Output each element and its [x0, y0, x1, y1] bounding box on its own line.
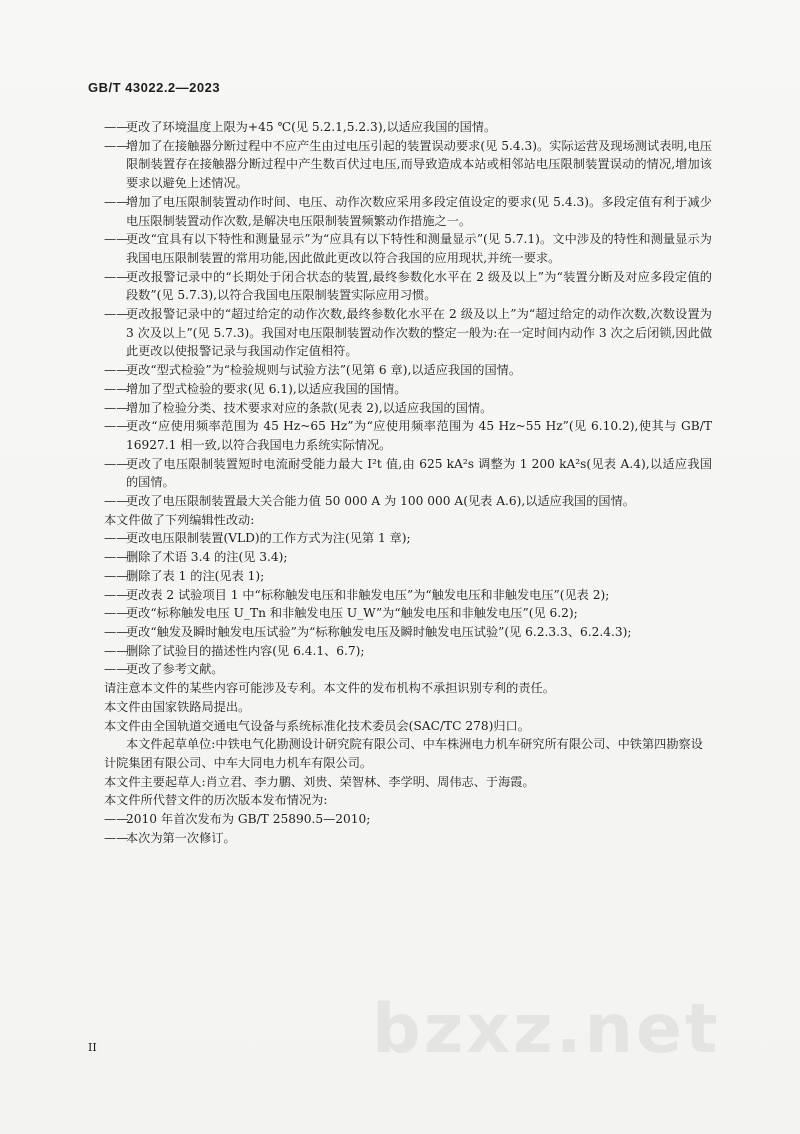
dash-list-item	[104, 529, 712, 548]
dash-list-item	[104, 230, 712, 267]
dash-list-item	[104, 623, 712, 642]
dash-marker: ——	[104, 587, 129, 602]
dash-marker: ——	[104, 232, 129, 247]
dash-item-text: 增加了在接触器分断过程中不应产生由过电压引起的装置误动要求(见 5.4.3)。实际运营及现场测试表明,电压限制装置存在接触器分断过程中产生数百伏过电压,而导致造成本站或相邻站电压限制装置误动的情况,增加该要求以避免上述情况。	[126, 138, 712, 191]
dash-item-text: 本次为第一次修订。	[126, 830, 236, 845]
dash-marker: ——	[104, 269, 129, 284]
dash-item-text: 更改“宜具有以下特性和测量显示”为“应具有以下特性和测量显示”(见 5.7.1)。文中涉及的特性和测量显示为我国电压限制装置的常用功能,因此做此更改以符合我国的应用现状,并统一要求。	[126, 232, 712, 265]
dash-list-item	[104, 193, 712, 230]
paragraph: 请注意本文件的某些内容可能涉及专利。本文件的发布机构不承担识别专利的责任。	[104, 681, 555, 696]
paragraph: 本文件做了下列编辑性改动:	[104, 512, 255, 527]
paragraph: 本文件起草单位:中铁电气化勘测设计研究院有限公司、中车株洲电力机车研究所有限公司、中铁第四勘察设计院集团有限公司、中车大同电力机车有限公司。	[104, 737, 703, 770]
dash-item-text: 更改“触发及瞬时触发电压试验”为“标称触发电压及瞬时触发电压试验”(见 6.2.3.3、6.2.4.3);	[126, 624, 632, 639]
dash-marker: ——	[104, 643, 129, 658]
dash-marker: ——	[104, 120, 129, 134]
paragraph: 本文件主要起草人:肖立君、李力鹏、刘贵、荣智林、李学明、周伟志、于海霞。	[104, 774, 535, 789]
dash-marker: ——	[104, 419, 129, 434]
dash-marker: ——	[104, 194, 129, 209]
dash-item-text: 更改表 2 试验项目 1 中“标称触发电压和非触发电压”为“触发电压和非触发电压”(见表 2);	[126, 587, 610, 602]
dash-item-text: 删除了术语 3.4 的注(见 3.4);	[126, 550, 288, 565]
dash-item-text: 更改电压限制装置(VLD)的工作方式为注(见第 1 章);	[126, 531, 411, 546]
dash-marker: ——	[104, 531, 129, 546]
dash-list-item	[104, 361, 712, 380]
dash-item-text: 增加了检验分类、技术要求对应的条款(见表 2),以适应我国的国情。	[126, 400, 493, 415]
dash-item-text: 2010 年首次发布为 GB/T 25890.5—2010;	[126, 812, 371, 827]
dash-marker: ——	[104, 568, 129, 583]
dash-marker: ——	[104, 381, 129, 396]
dash-item-text: 更改报警记录中的“超过给定的动作次数,最终参数化水平在 2 级及以上”为“超过给定的动作次数,次数设置为 3 次及以上”(见 5.7.3)。我国对电压限制装置动作次数的整定一般为:在一定时间内动作 3 次之后闭锁,因此做此更改以使报警记录与我国动作定值相符。	[126, 307, 713, 359]
document-id-header: GB/T 43022.2—2023	[88, 80, 221, 95]
dash-item-text: 更改了参考文献。	[126, 662, 224, 677]
site-watermark: bzxz.net	[372, 990, 721, 1069]
paragraph: 本文件由国家铁路局提出。	[104, 699, 251, 714]
dash-item-text: 更改报警记录中的“长期处于闭合状态的装置,最终参数化水平在 2 级及以上”为“装置分断及对应多段定值的段数”(见 5.7.3),以符合我国电压限制装置实际应用习惯。	[126, 269, 712, 303]
dash-marker: ——	[104, 812, 129, 827]
dash-marker: ——	[104, 400, 129, 415]
dash-item-text: 增加了型式检验的要求(见 6.1),以适应我国的国情。	[126, 381, 407, 396]
dash-marker: ——	[104, 606, 129, 621]
dash-list-item	[104, 548, 712, 567]
dash-item-text: 删除了试验目的描述性内容(见 6.4.1、6.7);	[126, 643, 365, 658]
dash-list-item	[104, 380, 712, 399]
dash-list-item	[104, 604, 712, 623]
dash-item-text: 增加了电压限制装置动作时间、电压、动作次数应采用多段定值设定的要求(见 5.4.3)。多段定值有利于减少电压限制装置动作次数,是解决电压限制装置频繁动作措施之一。	[126, 194, 712, 228]
dash-marker: ——	[104, 363, 129, 378]
dash-list-item	[104, 417, 712, 454]
dash-marker: ——	[104, 307, 129, 322]
dash-marker: ——	[104, 456, 129, 471]
dash-list-item	[104, 492, 712, 511]
dash-list-item	[104, 660, 712, 679]
dash-list-item	[104, 137, 712, 193]
paragraph: 本文件由全国轨道交通电气设备与系统标准化技术委员会(SAC/TC 278)归口。	[104, 718, 530, 733]
dash-item-text: 更改“型式检验”为“检验规则与试验方法”(见第 6 章),以适应我国的国情。	[126, 363, 522, 378]
page-number: II	[88, 1041, 97, 1054]
dash-item-text: 更改“应使用频率范围为 45 Hz~65 Hz”为“应使用频率范围为 45 Hz~55 Hz”(见 6.10.2),使其与 GB/T 16927.1 相一致,以符合我国电力系统实际情况。	[126, 419, 712, 452]
document-body	[104, 118, 712, 847]
dash-list-item	[104, 829, 712, 848]
dash-marker: ——	[104, 624, 129, 639]
dash-list-item	[104, 305, 712, 361]
dash-list-item	[104, 399, 712, 418]
dash-list-item	[104, 810, 712, 829]
dash-item-text: 更改了电压限制装置最大关合能力值 50 000 A 为 100 000 A(见表 A.6),以适应我国的国情。	[126, 494, 635, 509]
dash-marker: ——	[104, 550, 129, 565]
dash-marker: ——	[104, 830, 129, 845]
dash-item-text: 更改“标称触发电压 U_Tn 和非触发电压 U_W”为“触发电压和非触发电压”(见 6.2);	[126, 606, 578, 621]
dash-marker: ——	[104, 494, 129, 509]
dash-list-item	[104, 118, 712, 137]
paragraph: 本文件所代替文件的历次版本发布情况为:	[104, 793, 328, 808]
dash-item-text: 删除了表 1 的注(见表 1);	[126, 568, 265, 583]
dash-item-text: 更改了电压限制装置短时电流耐受能力最大 I²t 值,由 625 kA²s 调整为 1 200 kA²s(见表 A.4),以适应我国的国情。	[126, 456, 712, 490]
dash-list-item	[104, 586, 712, 605]
dash-item-text: 更改了环境温度上限为+45 ℃(见 5.2.1,5.2.3),以适应我国的国情。	[126, 120, 497, 134]
dash-marker: ——	[104, 138, 129, 153]
dash-list-item	[104, 642, 712, 661]
dash-list-item	[104, 268, 712, 305]
dash-list-item	[104, 455, 712, 492]
dash-list-item	[104, 567, 712, 586]
dash-marker: ——	[104, 662, 129, 677]
